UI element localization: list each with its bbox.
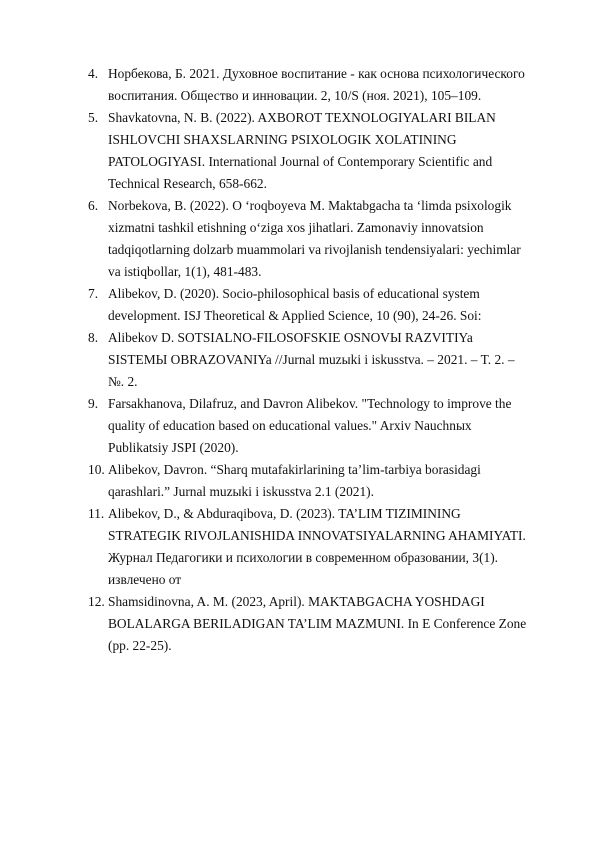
reference-text: Alibekov, D., & Abduraqibova, D. (2023). TA’LIM TIZIMINING STRATEGIK RIVOJLANISHIDA INNOVATSIYALARNING AHAMIYATI. Журнал Педагогики и психологии в современном образовании, 3(1). извлечено от xyxy=(108,506,526,587)
reference-item-9 xyxy=(88,393,528,459)
reference-text: Alibekov, D. (2020). Socio-philosophical basis of educational system development. ISJ Theoretical & Applied Science, 10 (90), 24-26. Soi: xyxy=(108,286,482,323)
reference-text: Norbekova, B. (2022). O ‘roqboyeva M. Maktabgacha ta ‘limda psixologik xizmatni tashkil etishning o‘ziga xos jihatlari. Zamonaviy innovatsion tadqiqotlarning dolzarb muammolari va rivojlanish tendensiyalari: yechimlar va istiqbollar, 1(1), 481-483. xyxy=(108,198,521,279)
reference-number: 5. xyxy=(88,110,99,125)
reference-item-12 xyxy=(88,591,528,657)
reference-item-8 xyxy=(88,327,528,393)
reference-item-6 xyxy=(88,195,528,283)
reference-text: Alibekov D. SOTSIALNO-FILOSOFSKIE OSNOVЫ RAZVITIYa SISTEMЫ OBRAZOVANIYa //Jurnal muzыki i iskusstva. – 2021. – T. 2. – №. 2. xyxy=(108,330,515,389)
reference-list xyxy=(88,63,528,657)
reference-text: Alibekov, Davron. “Sharq mutafakirlarining ta’lim-tarbiya borasidagi qarashlari.” Jurnal muzыki i iskusstva 2.1 (2021). xyxy=(108,462,481,499)
reference-number: 10. xyxy=(88,462,105,477)
reference-text: Shavkatovna, N. B. (2022). AXBOROT TEXNOLOGIYALARI BILAN ISHLOVCHI SHAXSLARNING PSIXOLOGIK XOLATINING PATOLOGIYASI. International Journal of Contemporary Scientific and Technical Research, 658-662. xyxy=(108,110,496,191)
reference-number: 7. xyxy=(88,286,99,301)
reference-number: 8. xyxy=(88,330,99,345)
reference-number: 6. xyxy=(88,198,99,213)
reference-item-7 xyxy=(88,283,528,327)
reference-text: Shamsidinovna, A. M. (2023, April). MAKTABGACHA YOSHDAGI BOLALARGA BERILADIGAN TA’LIM MAZMUNI. In E Conference Zone (pp. 22-25). xyxy=(108,594,527,653)
reference-number: 9. xyxy=(88,396,99,411)
reference-number: 4. xyxy=(88,66,99,81)
reference-text: Farsakhanova, Dilafruz, and Davron Alibekov. "Technology to improve the quality of education based on educational values." Arxiv Nauchnыx Publikatsiy JSPI (2020). xyxy=(108,396,512,455)
reference-item-4 xyxy=(88,63,528,107)
reference-number: 11. xyxy=(88,506,105,521)
reference-item-5 xyxy=(88,107,528,195)
reference-number: 12. xyxy=(88,594,105,609)
reference-item-10 xyxy=(88,459,528,503)
reference-item-11 xyxy=(88,503,528,591)
reference-text: Норбекова, Б. 2021. Духовное воспитание - как основа психологического воспитания. Общество и инновации. 2, 10/S (ноя. 2021), 105–109. xyxy=(108,66,525,103)
